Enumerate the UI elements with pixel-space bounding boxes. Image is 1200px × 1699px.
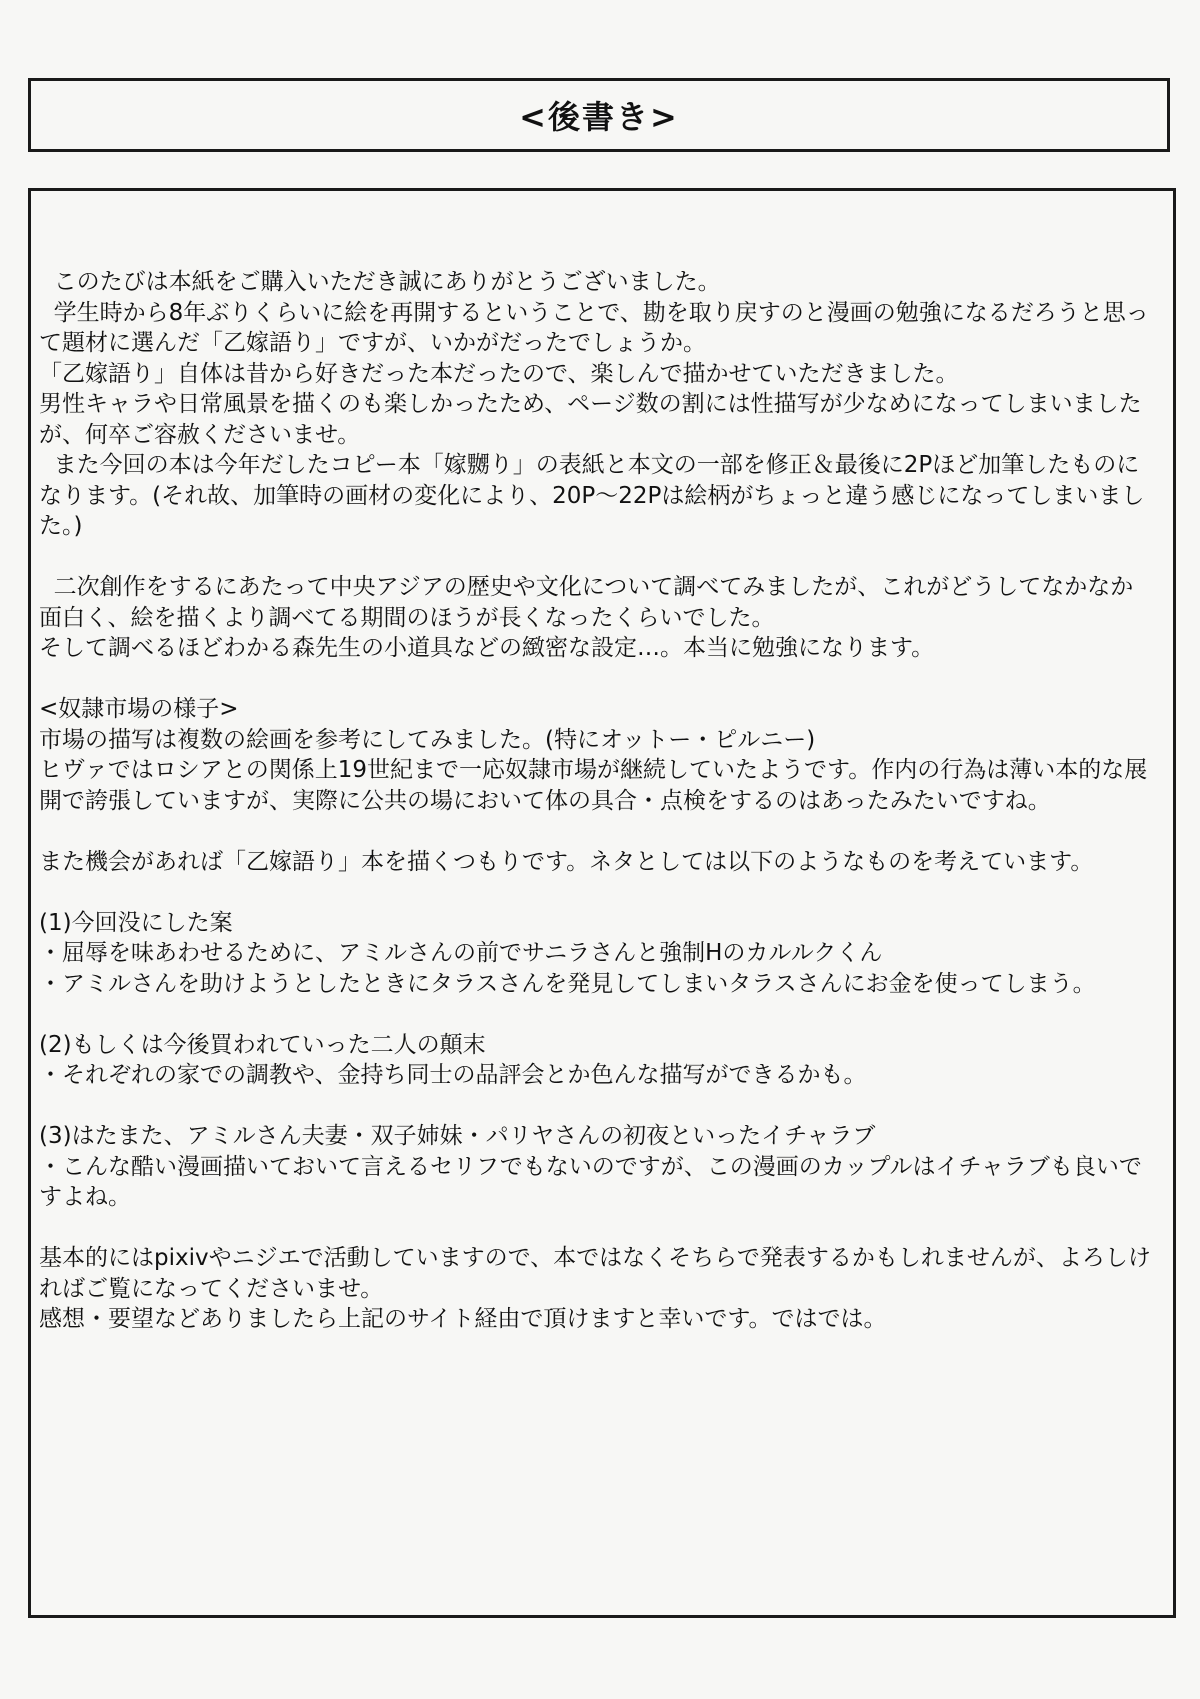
paragraph-gap [39,816,1151,847]
paragraph-gap [39,1091,1151,1122]
afterword-body [28,188,1176,1618]
paragraph-intro: このたびは本紙をご購入いただき誠にありがとうございました。 学生時から8年ぶりくらいに絵を再開するということで、勘を取り戻すのと漫画の勉強になるだろうと思って題材に選んだ「乙嫁語り」ですが、いかがだったでしょうか。 「乙嫁語り」自体は昔から好きだった本だったので、楽しんで描かせていただきました。 男性キャラや日常風景を描くのも楽しかったため、ページ数の割には性描写が少なめになってしまいましたが、何卒ご容赦くださいませ。 また今回の本は今年だしたコピー本「嫁嬲り」の表紙と本文の一部を修正＆最後に2Pほど加筆したものになります。(それ故、加筆時の画材の変化により、20P～22Pは絵柄がちょっと違う感じになってしまいました。) [39,269,1149,539]
paragraph-future-plans: また機会があれば「乙嫁語り」本を描くつもりです。ネタとしては以下のようなものを考えています。 [39,848,1094,875]
paragraph-gap [39,542,1151,573]
paragraph-gap [39,999,1151,1030]
paragraph-gap [39,1213,1151,1244]
paragraph-idea-2: (2)もしくは今後買われていった二人の顛末 ・それぞれの家での調教や、金持ち同士の品評会とか色んな描写ができるかも。 [39,1031,867,1088]
paragraph-research: 二次創作をするにあたって中央アジアの歴史や文化について調べてみましたが、これがどうしてなかなか面白く、絵を描くより調べてる期間のほうが長くなったくらいでした。 そして調べるほどわかる森先生の小道具などの緻密な設定…。本当に勉強になります。 [39,574,1134,661]
paragraph-closing: 基本的にはpixivやニジエで活動していますので、本ではなくそちらで発表するかもしれませんが、よろしければご覧になってくださいませ。 感想・要望などありましたら上記のサイト経由で頂けますと幸いです。ではでは。 [39,1245,1151,1332]
paragraph-idea-1: (1)今回没にした案 ・屈辱を味あわせるために、アミルさんの前でサニラさんと強制Hのカルルクくん ・アミルさんを助けようとしたときにタラスさんを発見してしまいタラスさんにお金を使ってしまう。 [39,909,1096,997]
paragraph-slave-market: <奴隷市場の様子> 市場の描写は複数の絵画を参考にしてみました。(特にオットー・ピルニー) ヒヴァではロシアとの関係上19世紀まで一応奴隷市場が継続していたようです。作内の行為は薄い本的な展開で誇張していますが、実際に公共の場において体の具合・点検をするのはあったみたいですね。 [39,696,1148,814]
paragraph-gap [39,877,1151,908]
title-box [28,78,1170,152]
paragraph-gap [39,664,1151,695]
paragraph-idea-3: (3)はたまた、アミルさん夫妻・双子姉妹・パリヤさんの初夜といったイチャラブ ・こんな酷い漫画描いておいて言えるセリフでもないのですが、この漫画のカップルはイチャラブも良いですよね。 [39,1123,1142,1210]
page-title: <後書き> [519,98,679,136]
